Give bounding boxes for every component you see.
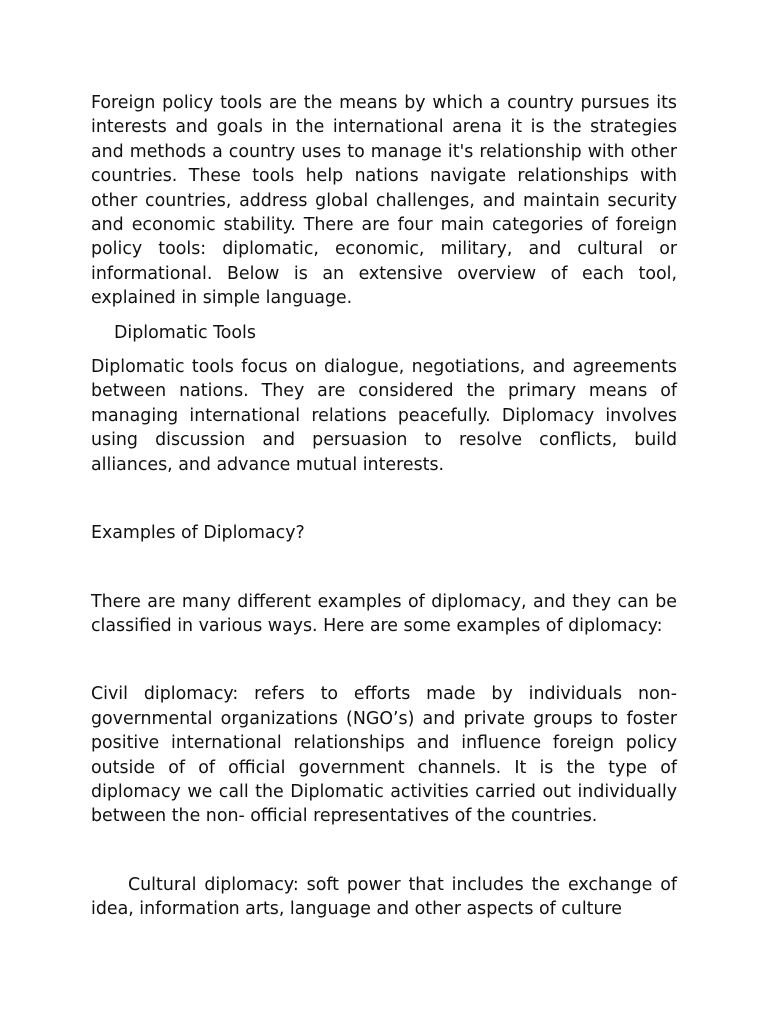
civil-diplomacy-paragraph: Civil diplomacy: refers to efforts made by individuals non- governmental organizations (NGO’s) and private groups to foster positive international relationships and influence foreign policy outside of of official government channels. It is the type of diplomacy we call the Diplomatic activities carried out individually between the non- official representatives of the countries.: [91, 684, 677, 827]
diplomatic-tools-heading: Diplomatic Tools: [114, 322, 256, 343]
diplomatic-tools-paragraph: Diplomatic tools focus on dialogue, negotiations, and agreements between nations. They are considered the primary means of managing international relations peacefully. Diplomacy involves using discussion and persuasion to resolve conflicts, build alliances, and advance mutual interests.: [91, 357, 677, 475]
cultural-diplomacy-paragraph: Cultural diplomacy: soft power that includes the exchange of idea, information arts, language and other aspects of culture: [91, 874, 677, 920]
examples-question: Examples of Diplomacy?: [91, 523, 305, 544]
intro-paragraph: Foreign policy tools are the means by which a country pursues its interests and goals in the international arena it is the strategies and methods a country uses to manage it's relationship with other countries. These tools help nations navigate relationships with other countries, address global challenges, and maintain security and economic stability. There are four main categories of foreign policy tools: diplomatic, economic, military, and cultural or informational. Below is an extensive overview of each tool, explained in simple language.: [91, 93, 677, 309]
examples-intro-paragraph: There are many different examples of diplomacy, and they can be classified in various ways. Here are some examples of diplomacy:: [91, 591, 677, 636]
document-body: [91, 91, 677, 922]
